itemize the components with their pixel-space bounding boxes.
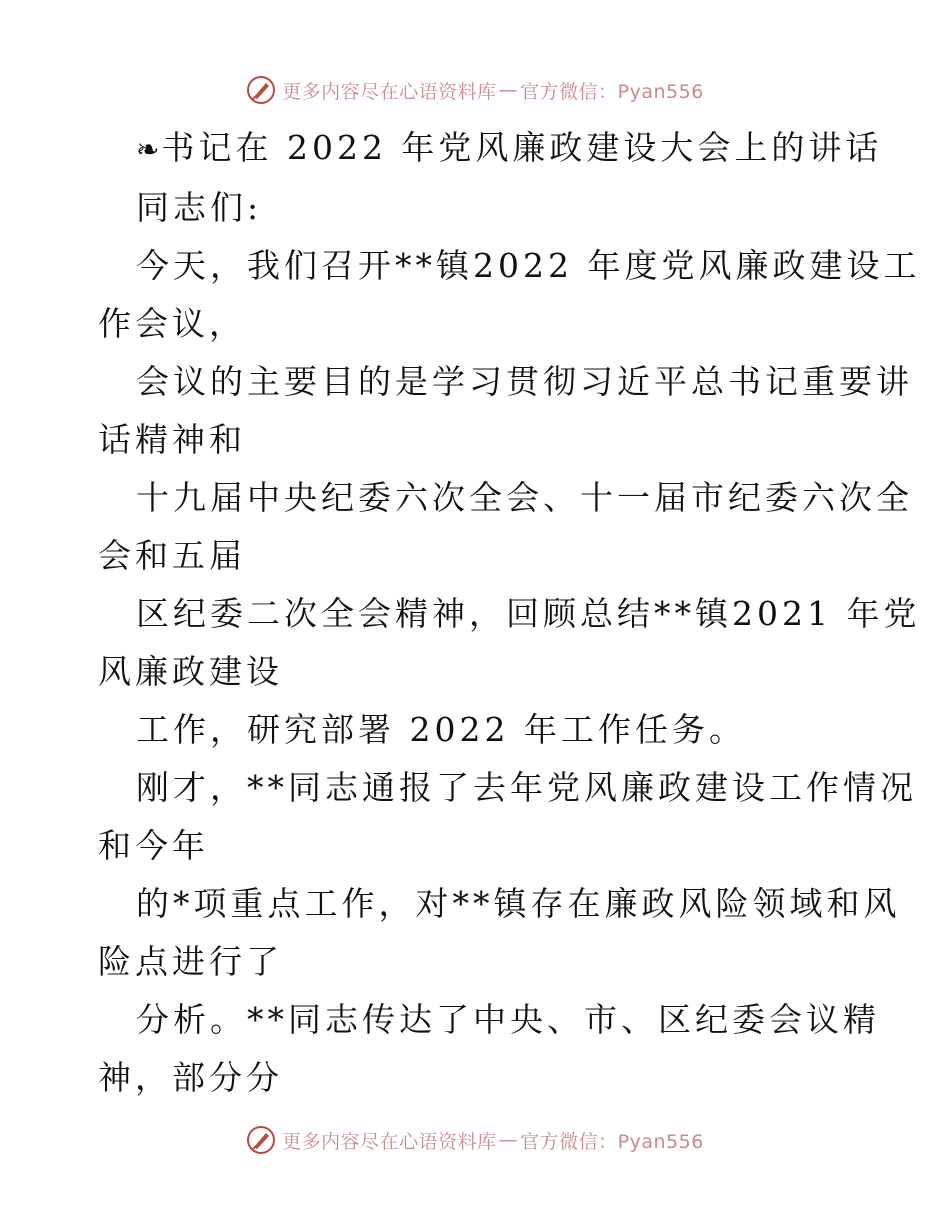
paragraph-line: 会议的主要目的是学习贯彻习近平总书记重要讲 (136, 362, 913, 401)
paragraph-line: 区纪委二次全会精神，回顾总结**镇2021 年党 (136, 594, 921, 633)
watermark-suffix: 官方微信：Pyan556 (520, 1130, 704, 1153)
watermark-text: 更多内容尽在心语资料库 (282, 80, 497, 103)
watermark-text: 更多内容尽在心语资料库 (282, 1130, 497, 1153)
paragraph-line: 和今年 (98, 826, 209, 865)
paragraph-line: 风廉政建设 (98, 652, 283, 691)
document-title (136, 128, 882, 170)
header-watermark (0, 70, 950, 110)
watermark-suffix: 官方微信：Pyan556 (520, 80, 704, 103)
paragraph-line: 险点进行了 (98, 942, 283, 981)
paragraph-line: 作会议， (98, 304, 246, 343)
paragraph-line: 分析。**同志传达了中央、市、区纪委会议精 (136, 1000, 880, 1039)
paragraph-line: 会和五届 (98, 536, 246, 575)
paragraph-line: 刚才，**同志通报了去年党风廉政建设工作情况 (136, 768, 917, 807)
paragraph-line: 话精神和 (98, 420, 246, 459)
quill-logo-icon (246, 1125, 276, 1155)
paragraph-line: 神，部分分 (98, 1058, 283, 1097)
watermark-dash: — (498, 79, 519, 101)
paragraph-line: 的*项重点工作，对**镇存在廉政风险领域和风 (136, 884, 901, 923)
ornament-icon: ❧ (136, 133, 160, 166)
paragraph-line: 工作，研究部署 2022 年工作任务。 (136, 710, 746, 749)
watermark-dash: — (498, 1129, 519, 1151)
paragraph-line: 十九届中央纪委六次全会、十一届市纪委六次全 (136, 478, 913, 517)
paragraph-line: 同志们: (136, 188, 263, 227)
title-text: 书记在 2022 年党风廉政建设大会上的讲话 (161, 128, 883, 167)
footer-watermark (0, 1120, 950, 1160)
quill-logo-icon (246, 75, 276, 105)
paragraph-line: 今天，我们召开**镇2022 年度党风廉政建设工 (136, 246, 921, 285)
